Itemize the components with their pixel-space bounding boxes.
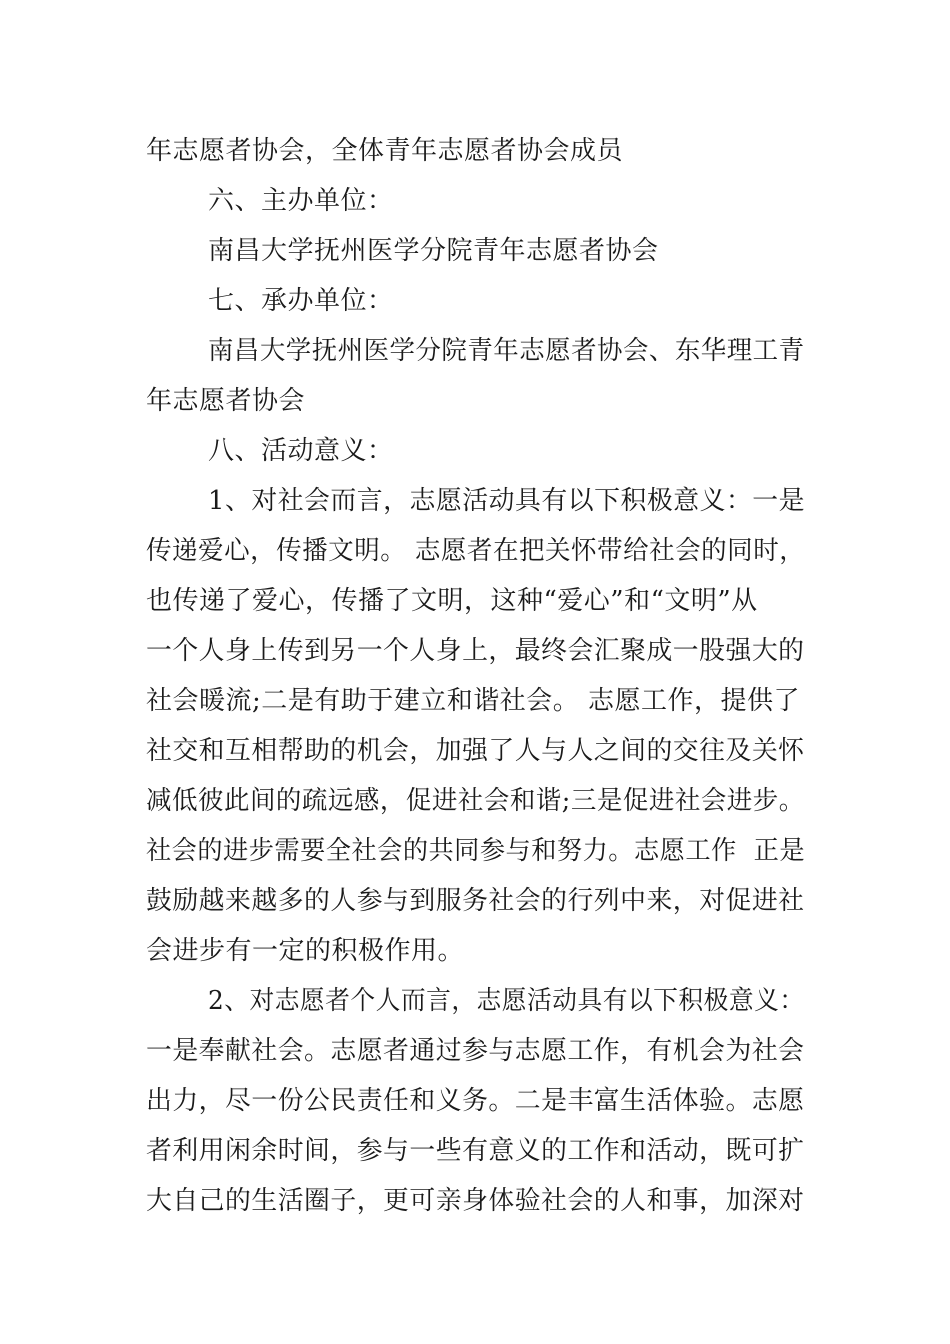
text-line: 会进步有一定的积极作用。 [146,936,465,966]
text-line: 出力，尽一份公民责任和义务。二是丰富生活体验。志愿 [146,1086,805,1116]
text-line: 2、对志愿者个人而言，志愿活动具有以下积极意义： [208,986,805,1016]
text-line: 南昌大学抚州医学分院青年志愿者协会、东华理工青 [208,336,805,366]
text-line: 社会暖流;二是有助于建立和谐社会。 志愿工作，提供了 [146,686,801,716]
section-heading: 八、活动意义： [208,436,394,466]
text-line: 南昌大学抚州医学分院青年志愿者协会 [208,236,659,266]
text-line: 社交和互相帮助的机会，加强了人与人之间的交往及关怀 [146,736,805,766]
text-line: 社会的进步需要全社会的共同参与和努力。志愿工作 正是 [146,836,806,866]
text-line: 年志愿者协会，全体青年志愿者协会成员 [146,136,624,166]
text-line: 年志愿者协会 [146,386,306,416]
text-line: 1、对社会而言，志愿活动具有以下积极意义：一是 [208,486,806,516]
text-line: 传递爱心，传播文明。 志愿者在把关怀带给社会的同时， [146,536,806,566]
text-line: 鼓励越来越多的人参与到服务社会的行列中来，对促进社 [146,886,805,916]
text-line: 大自己的生活圈子，更可亲身体验社会的人和事，加深对 [146,1186,805,1216]
text-line: 一是奉献社会。志愿者通过参与志愿工作，有机会为社会 [146,1036,805,1066]
text-line: 一个人身上传到另一个人身上，最终会汇聚成一股强大的 [146,636,805,666]
text-line: 者利用闲余时间，参与一些有意义的工作和活动，既可扩 [146,1136,805,1166]
section-heading: 七、承办单位： [208,286,394,316]
section-heading: 六、主办单位： [208,186,394,216]
text-line: 减低彼此间的疏远感，促进社会和谐;三是促进社会进步。 [146,786,805,816]
text-line: 也传递了爱心，传播了文明，这种“爱心”和“文明”从 [146,586,758,616]
